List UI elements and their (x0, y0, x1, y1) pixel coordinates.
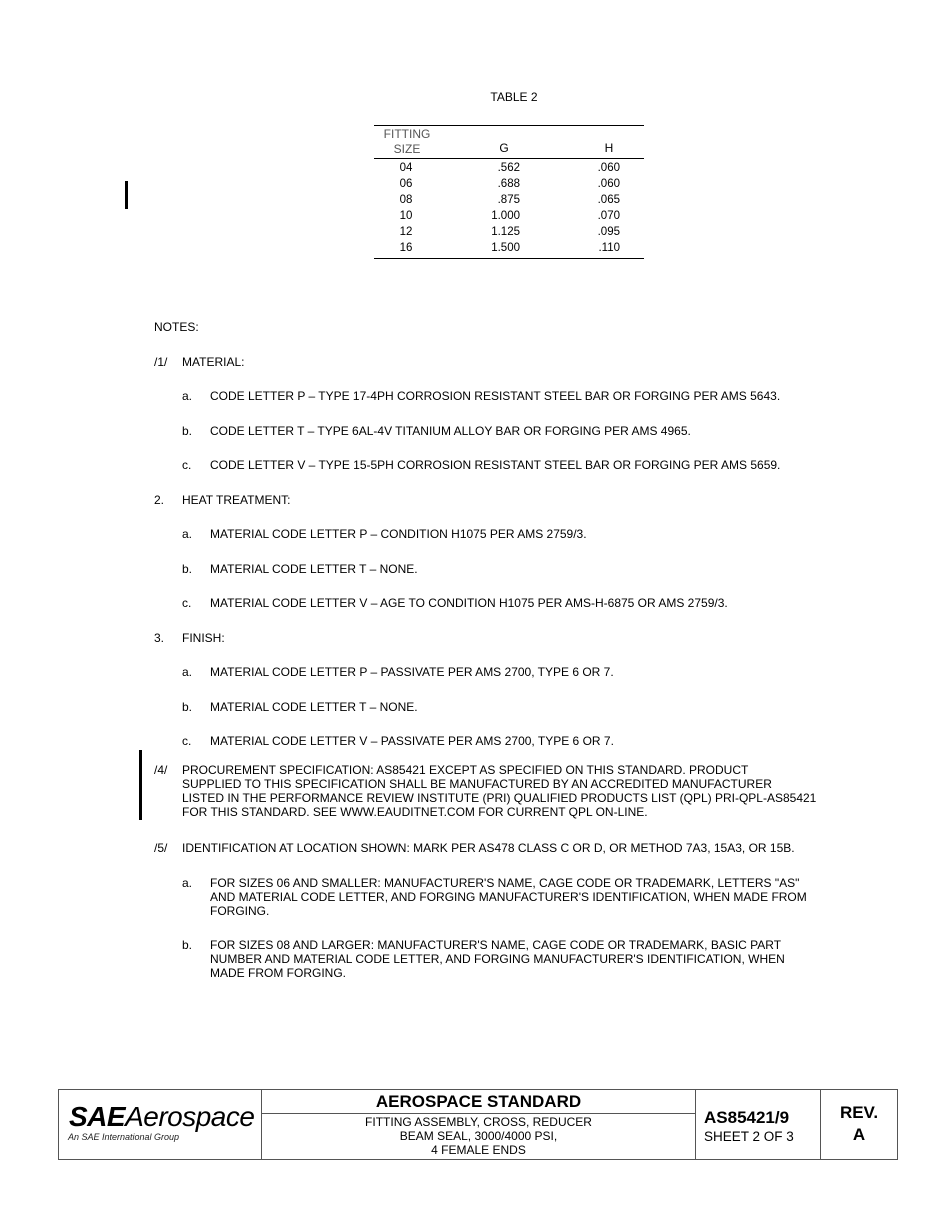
revision-change-bar (139, 750, 142, 820)
revision-cell (821, 1090, 897, 1159)
cell-g: 1.500 (491, 242, 520, 254)
note-label: /1/ (154, 355, 168, 369)
item-text: MATERIAL CODE LETTER P – PASSIVATE PER AMS 2700, TYPE 6 OR 7. (210, 665, 614, 679)
cell-h: .110 (598, 242, 620, 254)
item-label: c. (182, 458, 192, 472)
cell-g: .688 (497, 178, 520, 190)
item-line: NUMBER AND MATERIAL CODE LETTER, AND FORGING MANUFACTURER'S IDENTIFICATION, WHEN (210, 952, 785, 966)
cell-h: .060 (597, 162, 620, 174)
description-line: FITTING ASSEMBLY, CROSS, REDUCER (365, 1115, 592, 1129)
table-row (374, 224, 644, 240)
note-line: PROCUREMENT SPECIFICATION: AS85421 EXCEPT AS SPECIFIED ON THIS STANDARD. PRODUCT (182, 763, 749, 777)
item-label: b. (182, 424, 193, 438)
item-text: CODE LETTER V – TYPE 15-5PH CORROSION RESISTANT STEEL BAR OR FORGING PER AMS 5659. (210, 458, 781, 472)
document-number-cell (696, 1090, 821, 1159)
cell-g: 1.125 (491, 226, 520, 238)
header-fitting-size (376, 127, 438, 157)
standard-title: AEROSPACE STANDARD (262, 1090, 695, 1114)
table-bottom-rule (374, 258, 644, 259)
sheet-number: SHEET 2 OF 3 (704, 1129, 794, 1144)
header-size-line1: FITTING (383, 127, 431, 141)
note-label: /4/ (154, 763, 168, 777)
item-text: CODE LETTER P – TYPE 17-4PH CORROSION RESISTANT STEEL BAR OR FORGING PER AMS 5643. (210, 389, 781, 403)
cell-h: .095 (597, 226, 620, 238)
revision-change-bar (125, 181, 128, 209)
cell-size: 12 (399, 226, 413, 238)
note-label: 3. (154, 631, 165, 645)
note-text: IDENTIFICATION AT LOCATION SHOWN: MARK PER AS478 CLASS C OR D, OR METHOD 7A3, 15A3, OR 15B. (182, 841, 795, 855)
cell-h: .065 (597, 194, 620, 206)
cell-size: 10 (399, 210, 413, 222)
note-text (182, 763, 862, 819)
logo-aerospace-text: Aerospace (125, 1101, 255, 1132)
item-text: MATERIAL CODE LETTER V – AGE TO CONDITION H1075 PER AMS-H-6875 OR AMS 2759/3. (210, 596, 728, 610)
cell-size: 08 (399, 194, 413, 206)
table-row (374, 208, 644, 224)
item-label: b. (182, 700, 193, 714)
note-line: FOR THIS STANDARD. SEE WWW.EAUDITNET.COM FOR CURRENT QPL ON-LINE. (182, 805, 648, 819)
sae-aerospace-logo (69, 1102, 254, 1132)
logo-sae-text: SAE (69, 1101, 126, 1132)
table-row (374, 176, 644, 192)
item-text (210, 938, 785, 980)
header-g: G (499, 141, 509, 155)
cell-size: 04 (399, 162, 413, 174)
cell-g: .562 (497, 162, 520, 174)
cell-h: .070 (597, 210, 620, 222)
table-row (374, 192, 644, 208)
cell-g: .875 (497, 194, 520, 206)
revision-label: REV. (839, 1103, 879, 1122)
revision-value: A (852, 1125, 866, 1144)
note-label: /5/ (154, 841, 168, 855)
item-label: b. (182, 562, 193, 576)
item-line: FORGING. (210, 904, 270, 918)
item-label: a. (182, 876, 193, 890)
item-line: MADE FROM FORGING. (210, 966, 346, 980)
standard-description (262, 1115, 695, 1157)
logo-tagline: An SAE International Group (68, 1132, 180, 1142)
item-text: MATERIAL CODE LETTER T – NONE. (210, 562, 418, 576)
item-text: MATERIAL CODE LETTER P – CONDITION H1075 PER AMS 2759/3. (210, 527, 587, 541)
cell-g: 1.000 (491, 210, 520, 222)
notes-heading: NOTES: (154, 320, 199, 334)
cell-size: 16 (399, 242, 413, 254)
table-title: TABLE 2 (490, 90, 538, 104)
item-line: FOR SIZES 06 AND SMALLER: MANUFACTURER'S NAME, CAGE CODE OR TRADEMARK, LETTERS "AS" (210, 876, 800, 890)
note-line: SUPPLIED TO THIS SPECIFICATION SHALL BE MANUFACTURED BY AN ACCREDITED MANUFACTURER (182, 777, 772, 791)
note-line: LISTED IN THE PERFORMANCE REVIEW INSTITUTE (PRI) QUALIFIED PRODUCTS LIST (QPL) PRI-QPL-AS85421 (182, 791, 817, 805)
item-text: CODE LETTER T – TYPE 6AL-4V TITANIUM ALLOY BAR OR FORGING PER AMS 4965. (210, 424, 691, 438)
table-row (374, 160, 644, 176)
item-label: b. (182, 938, 193, 952)
document-number: AS85421/9 (704, 1108, 790, 1127)
header-h: H (604, 141, 614, 155)
description-line: 4 FEMALE ENDS (431, 1143, 526, 1157)
item-label: a. (182, 665, 193, 679)
note-text: HEAT TREATMENT: (182, 493, 291, 507)
item-label: c. (182, 596, 192, 610)
cell-size: 06 (399, 178, 413, 190)
item-text: MATERIAL CODE LETTER T – NONE. (210, 700, 418, 714)
note-text: FINISH: (182, 631, 225, 645)
item-text (210, 876, 807, 918)
item-text: MATERIAL CODE LETTER V – PASSIVATE PER AMS 2700, TYPE 6 OR 7. (210, 734, 614, 748)
item-line: AND MATERIAL CODE LETTER, AND FORGING MANUFACTURER'S IDENTIFICATION, WHEN MADE FROM (210, 890, 807, 904)
item-label: c. (182, 734, 192, 748)
header-size-line2: SIZE (393, 142, 421, 156)
description-line: BEAM SEAL, 3000/4000 PSI, (399, 1129, 558, 1143)
item-label: a. (182, 527, 193, 541)
note-label: 2. (154, 493, 165, 507)
table-header-rule (374, 158, 644, 159)
item-line: FOR SIZES 08 AND LARGER: MANUFACTURER'S NAME, CAGE CODE OR TRADEMARK, BASIC PART (210, 938, 782, 952)
cell-h: .060 (597, 178, 620, 190)
title-cell (262, 1090, 696, 1159)
title-block (58, 1089, 898, 1160)
logo-cell (59, 1090, 262, 1159)
note-text: MATERIAL: (182, 355, 245, 369)
table-row (374, 240, 644, 256)
item-label: a. (182, 389, 193, 403)
table-top-rule (374, 125, 644, 126)
